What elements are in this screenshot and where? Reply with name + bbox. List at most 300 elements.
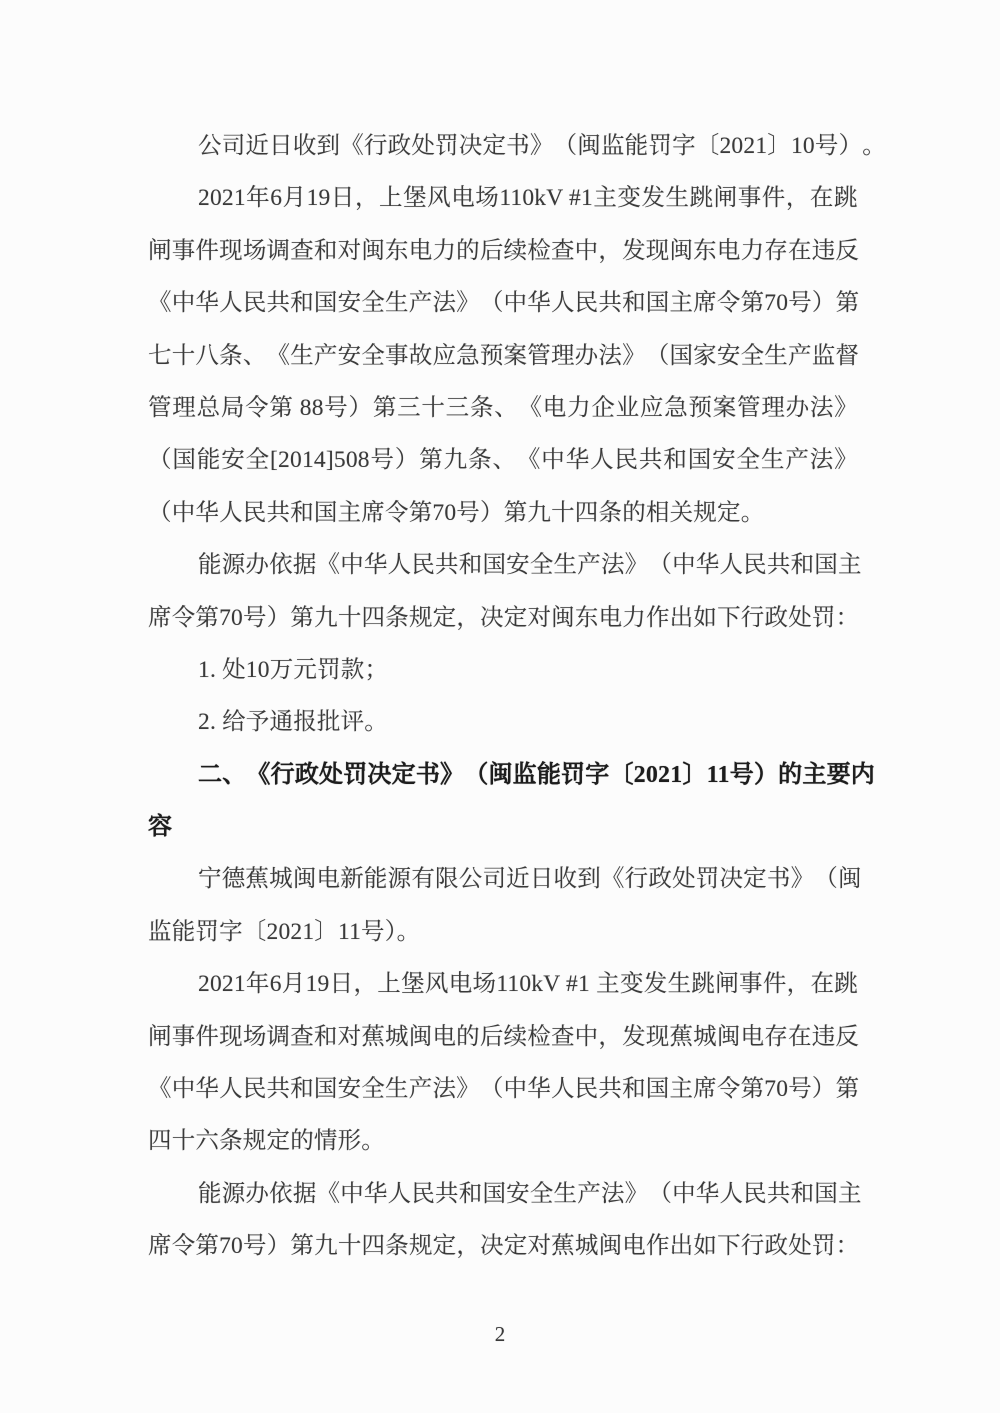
text-token: 令: [716, 1076, 741, 1103]
text-token: 监: [811, 342, 836, 369]
text-token: 行: [624, 866, 649, 893]
text-token: 能: [198, 552, 222, 579]
text-token: 急: [456, 342, 480, 369]
text-line: 四十六条规定的情形。: [148, 1128, 385, 1155]
text-token: 人: [219, 1076, 243, 1103]
text-token: 和: [663, 447, 688, 474]
text-token: 限: [435, 866, 459, 893]
text-token: 产: [577, 1180, 601, 1207]
text-token: 企: [591, 394, 616, 421]
text-token: 的: [456, 237, 480, 264]
text-token: 中: [672, 552, 696, 579]
text-token: 》: [790, 866, 815, 893]
text-token: （: [814, 866, 838, 893]
text-line: 监能罚字〔2021〕11号）。: [148, 918, 421, 945]
text-token: 国: [313, 290, 338, 317]
text-token: 宁: [198, 866, 222, 893]
text-token: 十: [337, 1233, 362, 1260]
text-token: 三: [445, 394, 470, 421]
text-line: [148, 1021, 858, 1073]
text-token: 的: [778, 761, 803, 788]
text-token: 字: [672, 133, 696, 159]
text-token: 事: [739, 971, 763, 998]
text-token: 能: [624, 133, 649, 159]
text-token: 华: [195, 290, 220, 317]
text-token: 全: [529, 552, 554, 579]
text-token: 席: [693, 1076, 717, 1103]
text-token: 存: [764, 1023, 788, 1050]
text-token: 国: [814, 552, 838, 579]
text-token: 条: [385, 604, 409, 631]
text-token: 生: [553, 552, 578, 579]
text-token: 华: [695, 1180, 720, 1207]
text-token: 全: [361, 290, 386, 317]
text-token: 令: [716, 290, 741, 317]
text-token: ：: [835, 1233, 860, 1260]
text-token: 东: [385, 237, 409, 264]
text-token: 依: [269, 1180, 293, 1207]
text-token: 行: [740, 604, 765, 631]
text-token: 力: [567, 394, 591, 421]
text-token: 生: [385, 1076, 409, 1103]
text-token: 力: [622, 604, 646, 631]
text-token: 风: [424, 971, 449, 998]
text-line: [148, 968, 858, 1020]
text-token: ）: [838, 133, 863, 159]
text-token: 第: [290, 604, 315, 631]
text-token: 发: [622, 237, 646, 264]
text-token: 作: [645, 604, 670, 631]
text-token: 定: [503, 604, 528, 631]
text-token: 电: [451, 185, 475, 212]
text-token: 中: [541, 447, 565, 474]
text-token: 据: [292, 1180, 317, 1207]
text-token: 全: [361, 342, 386, 369]
text-token: 书: [506, 133, 530, 159]
text-token: 蕉: [245, 866, 270, 893]
text-token: 第: [835, 1076, 860, 1103]
text-token: 公: [198, 133, 222, 159]
text-token: 法: [809, 394, 834, 421]
text-token: 19: [305, 971, 330, 998]
text-token: 人: [719, 552, 744, 579]
text-token: 6: [269, 971, 282, 998]
text-token: 电: [622, 1233, 646, 1260]
text-token: 检: [527, 237, 551, 264]
text-token: 》: [834, 447, 858, 474]
text-token: 华: [195, 1076, 220, 1103]
text-token: ，: [786, 971, 811, 998]
text-token: 民: [574, 1076, 599, 1103]
text-token: 理: [172, 394, 196, 421]
text-token: 行: [363, 133, 388, 159]
text-token: 罚: [695, 866, 720, 893]
text-token: 办: [785, 394, 810, 421]
text-token: 现: [219, 237, 243, 264]
text-token: 产: [408, 290, 433, 317]
text-token: 城: [385, 1023, 409, 1050]
text-token: 、: [222, 761, 247, 788]
text-token: 第: [372, 394, 397, 421]
text-token: 日: [330, 185, 355, 212]
text-token: 处: [319, 761, 344, 788]
text-token: 办: [245, 552, 270, 579]
text-line: [148, 863, 862, 915]
text-line: [148, 392, 858, 444]
text-token: 2021: [633, 761, 683, 788]
text-token: 罚: [343, 761, 368, 788]
text-token: 第: [269, 394, 294, 421]
text-line: [148, 287, 858, 339]
section-heading-line: [148, 759, 875, 811]
text-token: 10: [790, 133, 815, 159]
text-token: 条: [468, 447, 492, 474]
text-token: 第: [419, 447, 443, 474]
text-token: 件: [195, 1023, 220, 1050]
text-token: 法: [600, 552, 625, 579]
text-token: 生: [385, 290, 409, 317]
text-token: 近: [245, 133, 270, 159]
text-token: 出: [669, 604, 694, 631]
text-token: 》: [834, 394, 858, 421]
text-token: 和: [622, 1076, 646, 1103]
text-token: 风: [427, 185, 451, 212]
text-token: 蕉: [669, 1023, 694, 1050]
text-token: ）: [394, 447, 419, 474]
text-token: 查: [550, 1023, 575, 1050]
text-token: 共: [598, 290, 623, 317]
text-token: ：: [835, 604, 860, 631]
text-token: 民: [614, 447, 639, 474]
text-token: 《: [148, 290, 172, 317]
text-token: 闽: [361, 237, 386, 264]
text-line: 2. 给予通报批评。: [198, 709, 388, 736]
text-token: 生: [665, 185, 690, 212]
text-token: 〕: [682, 761, 707, 788]
text-line: [148, 1230, 858, 1282]
text-token: 跳: [834, 971, 858, 998]
text-token: 〔: [695, 133, 720, 159]
text-token: 查: [550, 237, 575, 264]
text-token: 和: [290, 1076, 314, 1103]
text-token: 近: [506, 866, 530, 893]
text-token: 民: [411, 1180, 436, 1207]
text-token: 件: [195, 237, 220, 264]
text-token: 下: [717, 1233, 741, 1260]
text-token: 》: [456, 1076, 480, 1103]
text-token: 》: [624, 552, 649, 579]
text-token: 在: [810, 971, 835, 998]
text-token: 国: [669, 342, 694, 369]
text-token: 定: [432, 604, 457, 631]
text-token: 场: [472, 971, 497, 998]
text-token: 安: [337, 290, 362, 317]
text-token: 发: [622, 1023, 646, 1050]
text-token: 年: [245, 971, 270, 998]
text-token: 场: [475, 185, 499, 212]
text-token: 号: [814, 133, 839, 159]
text-token: 70: [219, 604, 244, 631]
text-token: 第: [195, 604, 220, 631]
text-token: （: [645, 342, 670, 369]
text-token: 令: [171, 1233, 196, 1260]
text-token: 电: [740, 1023, 765, 1050]
text-token: 城: [693, 1023, 717, 1050]
text-token: 定: [432, 1233, 457, 1260]
text-token: 上: [377, 971, 401, 998]
text-token: 《: [316, 1180, 341, 1207]
text-line: 1. 处10万元罚款；: [198, 656, 389, 683]
text-token: 2021: [198, 185, 246, 212]
text-token: ，: [353, 971, 378, 998]
text-token: 号: [324, 394, 348, 421]
text-token: 安: [712, 447, 736, 474]
text-token: ，: [456, 1233, 481, 1260]
text-token: 现: [219, 1023, 243, 1050]
text-token: 现: [645, 1023, 670, 1050]
text-token: 条: [385, 1233, 409, 1260]
text-token: 业: [615, 394, 640, 421]
text-token: 《: [600, 866, 625, 893]
text-token: 主: [837, 1180, 862, 1207]
text-token: 号: [243, 604, 267, 631]
text-token: 收: [292, 133, 317, 159]
text-token: 号: [243, 1233, 267, 1260]
text-token: 中: [171, 1076, 196, 1103]
text-token: 号: [788, 290, 812, 317]
text-token: 6: [270, 185, 283, 212]
text-token: 要: [826, 761, 851, 788]
text-token: 管: [527, 342, 551, 369]
text-token: 定: [391, 761, 416, 788]
text-token: （: [648, 552, 673, 579]
text-token: 令: [171, 604, 196, 631]
text-token: 国: [482, 552, 507, 579]
text-token: 人: [719, 1180, 744, 1207]
text-token: 全: [740, 342, 765, 369]
text-token: 生: [553, 1180, 578, 1207]
text-token: 主: [837, 552, 862, 579]
text-token: 闸: [148, 237, 172, 264]
text-token: 席: [148, 1233, 172, 1260]
text-token: 华: [527, 290, 551, 317]
text-token: 办: [245, 1180, 270, 1207]
text-token: 共: [766, 552, 791, 579]
text-token: 国: [687, 447, 712, 474]
text-token: 安: [221, 447, 245, 474]
text-token: 闽: [837, 866, 862, 893]
text-token: 东: [574, 604, 599, 631]
text-token: 人: [550, 1076, 575, 1103]
text-line: [148, 235, 858, 287]
text-token: 》: [456, 290, 480, 317]
text-token: 字: [585, 761, 610, 788]
text-token: 》: [624, 1180, 649, 1207]
text-token: 和: [790, 1180, 815, 1207]
text-token: 席: [693, 290, 717, 317]
text-token: 。: [862, 133, 886, 159]
text-line: [148, 1073, 858, 1125]
text-token: 中: [672, 1180, 696, 1207]
text-token: 产: [785, 447, 810, 474]
text-token: 定: [743, 866, 767, 893]
text-token: 席: [148, 604, 172, 631]
text-token: ）: [753, 761, 779, 788]
text-line: [148, 444, 858, 496]
text-token: 案: [712, 394, 737, 421]
text-token: 产: [313, 342, 338, 369]
text-token: 和: [622, 290, 646, 317]
text-token: 政: [294, 761, 320, 788]
text-token: 法: [809, 447, 834, 474]
text-line: [148, 130, 886, 182]
text-token: 理: [550, 342, 575, 369]
text-token: 闽: [716, 1023, 741, 1050]
text-token: 法: [432, 1076, 457, 1103]
text-token: 国: [645, 290, 670, 317]
text-token: 预: [479, 342, 504, 369]
text-token: 和: [458, 1180, 483, 1207]
text-token: 全: [736, 447, 761, 474]
text-token: 民: [743, 1180, 767, 1207]
text-token: 场: [242, 1023, 267, 1050]
text-token: 决: [719, 866, 744, 893]
text-token: 定: [482, 133, 507, 159]
text-token: 、: [492, 447, 517, 474]
text-token: 对: [337, 237, 362, 264]
text-token: 生: [760, 447, 785, 474]
text-token: 安: [337, 342, 362, 369]
text-token: 依: [269, 552, 293, 579]
text-token: 跳: [689, 185, 714, 212]
text-token: 作: [645, 1233, 670, 1260]
text-token: 在: [787, 237, 812, 264]
text-token: 行: [270, 761, 295, 788]
text-token: 七: [148, 342, 172, 369]
text-token: 88: [293, 394, 324, 421]
text-token: 人: [219, 290, 243, 317]
text-token: 政: [764, 604, 789, 631]
text-token: 令: [245, 394, 269, 421]
text-token: 如: [693, 604, 718, 631]
text-token: 华: [527, 1076, 551, 1103]
text-token: 十: [171, 342, 196, 369]
text-token: 电: [598, 604, 623, 631]
text-token: 在: [809, 185, 834, 212]
text-token: 第: [290, 1233, 315, 1260]
text-token: 收: [553, 866, 578, 893]
text-token: 决: [367, 761, 392, 788]
text-token: 共: [766, 1180, 791, 1207]
text-token: 件: [762, 971, 787, 998]
text-token: 东: [693, 237, 717, 264]
text-token: 九: [314, 1233, 338, 1260]
text-token: 力: [740, 237, 765, 264]
text-token: 电: [316, 866, 341, 893]
text-token: 对: [337, 1023, 362, 1050]
text-token: 日: [529, 866, 554, 893]
text-token: 书: [766, 866, 791, 893]
text-token: 号: [370, 447, 395, 474]
text-line: [148, 602, 858, 654]
text-token: 电: [448, 971, 473, 998]
text-token: （: [479, 290, 504, 317]
text-token: 产: [787, 342, 812, 369]
text-token: 十: [337, 604, 362, 631]
text-token: 民: [411, 552, 436, 579]
text-token: 、: [242, 342, 267, 369]
text-token: 变: [617, 185, 642, 212]
text-token: 2021: [719, 133, 768, 159]
text-token: 《: [516, 447, 541, 474]
text-token: 安: [716, 342, 741, 369]
text-token: 到: [316, 133, 341, 159]
text-token: 局: [220, 394, 245, 421]
text-token: 安: [506, 1180, 530, 1207]
text-token: 罚: [811, 604, 836, 631]
text-token: 电: [542, 394, 567, 421]
text-token: 中: [574, 1023, 599, 1050]
text-token: 号: [729, 761, 754, 788]
text-token: 事: [385, 342, 409, 369]
text-token: 决: [480, 1233, 504, 1260]
text-token: 19: [306, 185, 331, 212]
text-token: （: [148, 447, 172, 474]
text-token: 对: [527, 1233, 552, 1260]
text-token: 续: [503, 1023, 528, 1050]
text-token: 能: [196, 447, 221, 474]
text-token: 《: [316, 552, 341, 579]
text-token: 中: [171, 290, 196, 317]
text-token: 源: [221, 552, 246, 579]
text-token: 70: [219, 1233, 244, 1260]
text-token: 闸: [715, 971, 739, 998]
text-token: 民: [242, 1076, 267, 1103]
text-token: ）: [266, 604, 291, 631]
text-token: 书: [415, 761, 441, 788]
text-token: 共: [638, 447, 663, 474]
text-token: 主: [802, 761, 827, 788]
text-token: 闽: [577, 133, 601, 159]
text-token: 民: [574, 290, 599, 317]
text-token: 产: [408, 1076, 433, 1103]
text-token: 上: [379, 185, 403, 212]
text-token: 安: [337, 1076, 362, 1103]
text-token: 《: [148, 1076, 172, 1103]
text-token: 国: [814, 1180, 838, 1207]
text-token: 事: [171, 237, 196, 264]
text-token: 四: [361, 604, 386, 631]
text-token: ）: [811, 290, 836, 317]
text-token: 政: [648, 866, 673, 893]
text-token: 罚: [811, 1233, 836, 1260]
text-token: 2021: [198, 971, 246, 998]
text-token: 》: [529, 133, 554, 159]
text-token: 源: [221, 1180, 246, 1207]
text-token: 蕉: [551, 1233, 575, 1260]
text-token: 日: [329, 971, 354, 998]
text-token: ，: [598, 237, 623, 264]
text-token: 华: [363, 1180, 388, 1207]
text-token: 急: [664, 394, 688, 421]
text-line: [148, 182, 858, 234]
text-token: 主: [593, 185, 618, 212]
text-token: 理: [761, 394, 786, 421]
text-token: ）: [266, 1233, 291, 1260]
text-token: 月: [282, 185, 307, 212]
text-token: ，: [354, 185, 379, 212]
text-token: 闽: [598, 1233, 623, 1260]
